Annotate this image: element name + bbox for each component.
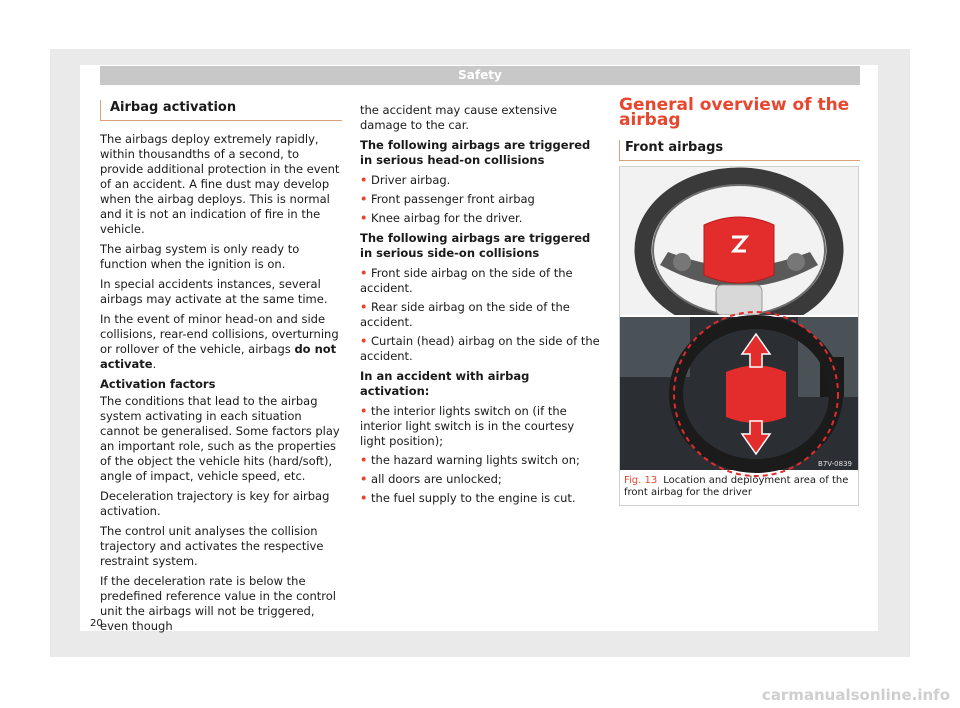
list-item: • the interior lights switch on (if the interior light switch is in the courtesy light position); <box>360 404 575 448</box>
section-header: Safety <box>100 66 860 85</box>
subheading-side-on: The following airbags are triggered in serious side-on collisions <box>360 231 591 260</box>
side-on-list <box>360 266 600 364</box>
paragraph: In special accidents instances, several airbags may activate at the same time. <box>100 277 328 306</box>
list-item: • Curtain (head) airbag on the side of the accident. <box>360 334 600 363</box>
list-item: • Front passenger front airbag <box>360 192 535 206</box>
column-2 <box>360 103 600 511</box>
activation-list <box>360 404 600 506</box>
list-item: • the fuel supply to the engine is cut. <box>360 491 576 505</box>
list-item: • all doors are unlocked; <box>360 472 502 486</box>
column-3 <box>619 95 860 171</box>
paragraph: The conditions that lead to the airbag system activating in each situation cannot be generalised. Some factors play an important role, such as the properties of the object the vehicle hits (hard/soft), angle of impact, vehicle speed, etc. <box>100 394 340 483</box>
figure-label: Fig. 13 <box>624 475 658 486</box>
paragraph: the accident may cause extensive damage to the car. <box>360 103 557 132</box>
subheading-head-on: The following airbags are triggered in serious head-on collisions <box>360 138 591 167</box>
list-item: • Rear side airbag on the side of the accident. <box>360 300 570 329</box>
control-button-right <box>787 253 805 271</box>
paragraph: If the deceleration rate is below the predefined reference value in the control unit the airbags will not be triggered, even though <box>100 574 336 633</box>
list-item: • Driver airbag. <box>360 173 451 187</box>
page-number: 20 <box>90 618 103 629</box>
list-item: • the hazard warning lights switch on; <box>360 453 580 467</box>
figure-code: B7V-0839 <box>818 460 852 468</box>
head-on-list <box>360 173 600 226</box>
emphasis-text: do not activate <box>100 342 337 371</box>
section-title-airbag-activation: Airbag activation <box>100 100 342 121</box>
paragraph: The airbags deploy extremely rapidly, within thousandths of a second, to provide additional protection in the event of an accident. A fine dust may develop when the airbag deploys. This is normal and it is not an indication of fire in the vehicle. <box>100 132 340 236</box>
figure-front-airbags <box>619 166 859 506</box>
figure-illustration <box>620 167 858 505</box>
subheading-activation-factors: Activation factors <box>100 377 216 391</box>
control-button-left <box>673 253 691 271</box>
subheading-activation: In an accident with airbag activation: <box>360 369 530 398</box>
list-item: • Knee airbag for the driver. <box>360 211 523 225</box>
paragraph: The airbag system is only ready to function when the ignition is on. <box>100 242 300 271</box>
paragraph <box>100 312 342 372</box>
text-run: In the event of minor head-on and side collisions, rear-end collisions, overturning or rollover of the vehicle, airbags <box>100 312 339 356</box>
paragraph: Deceleration trajectory is key for airbag activation. <box>100 489 330 518</box>
figure-caption <box>624 475 856 499</box>
wheel-lower-spoke <box>716 285 762 315</box>
subsection-title-front-airbags: Front airbags <box>619 140 860 161</box>
list-item: • Front side airbag on the side of the accident. <box>360 266 573 295</box>
column-1 <box>100 100 342 639</box>
deployed-airbag <box>726 366 786 424</box>
main-heading: General overview of the airbag <box>619 95 850 130</box>
figure-caption-text: Location and deployment area of the front airbag for the driver <box>624 475 849 498</box>
paragraph: The control unit analyses the collision trajectory and activates the respective restraint system. <box>100 524 324 568</box>
watermark: carmanualsonline.info <box>761 686 950 704</box>
text-run: . <box>152 357 157 371</box>
